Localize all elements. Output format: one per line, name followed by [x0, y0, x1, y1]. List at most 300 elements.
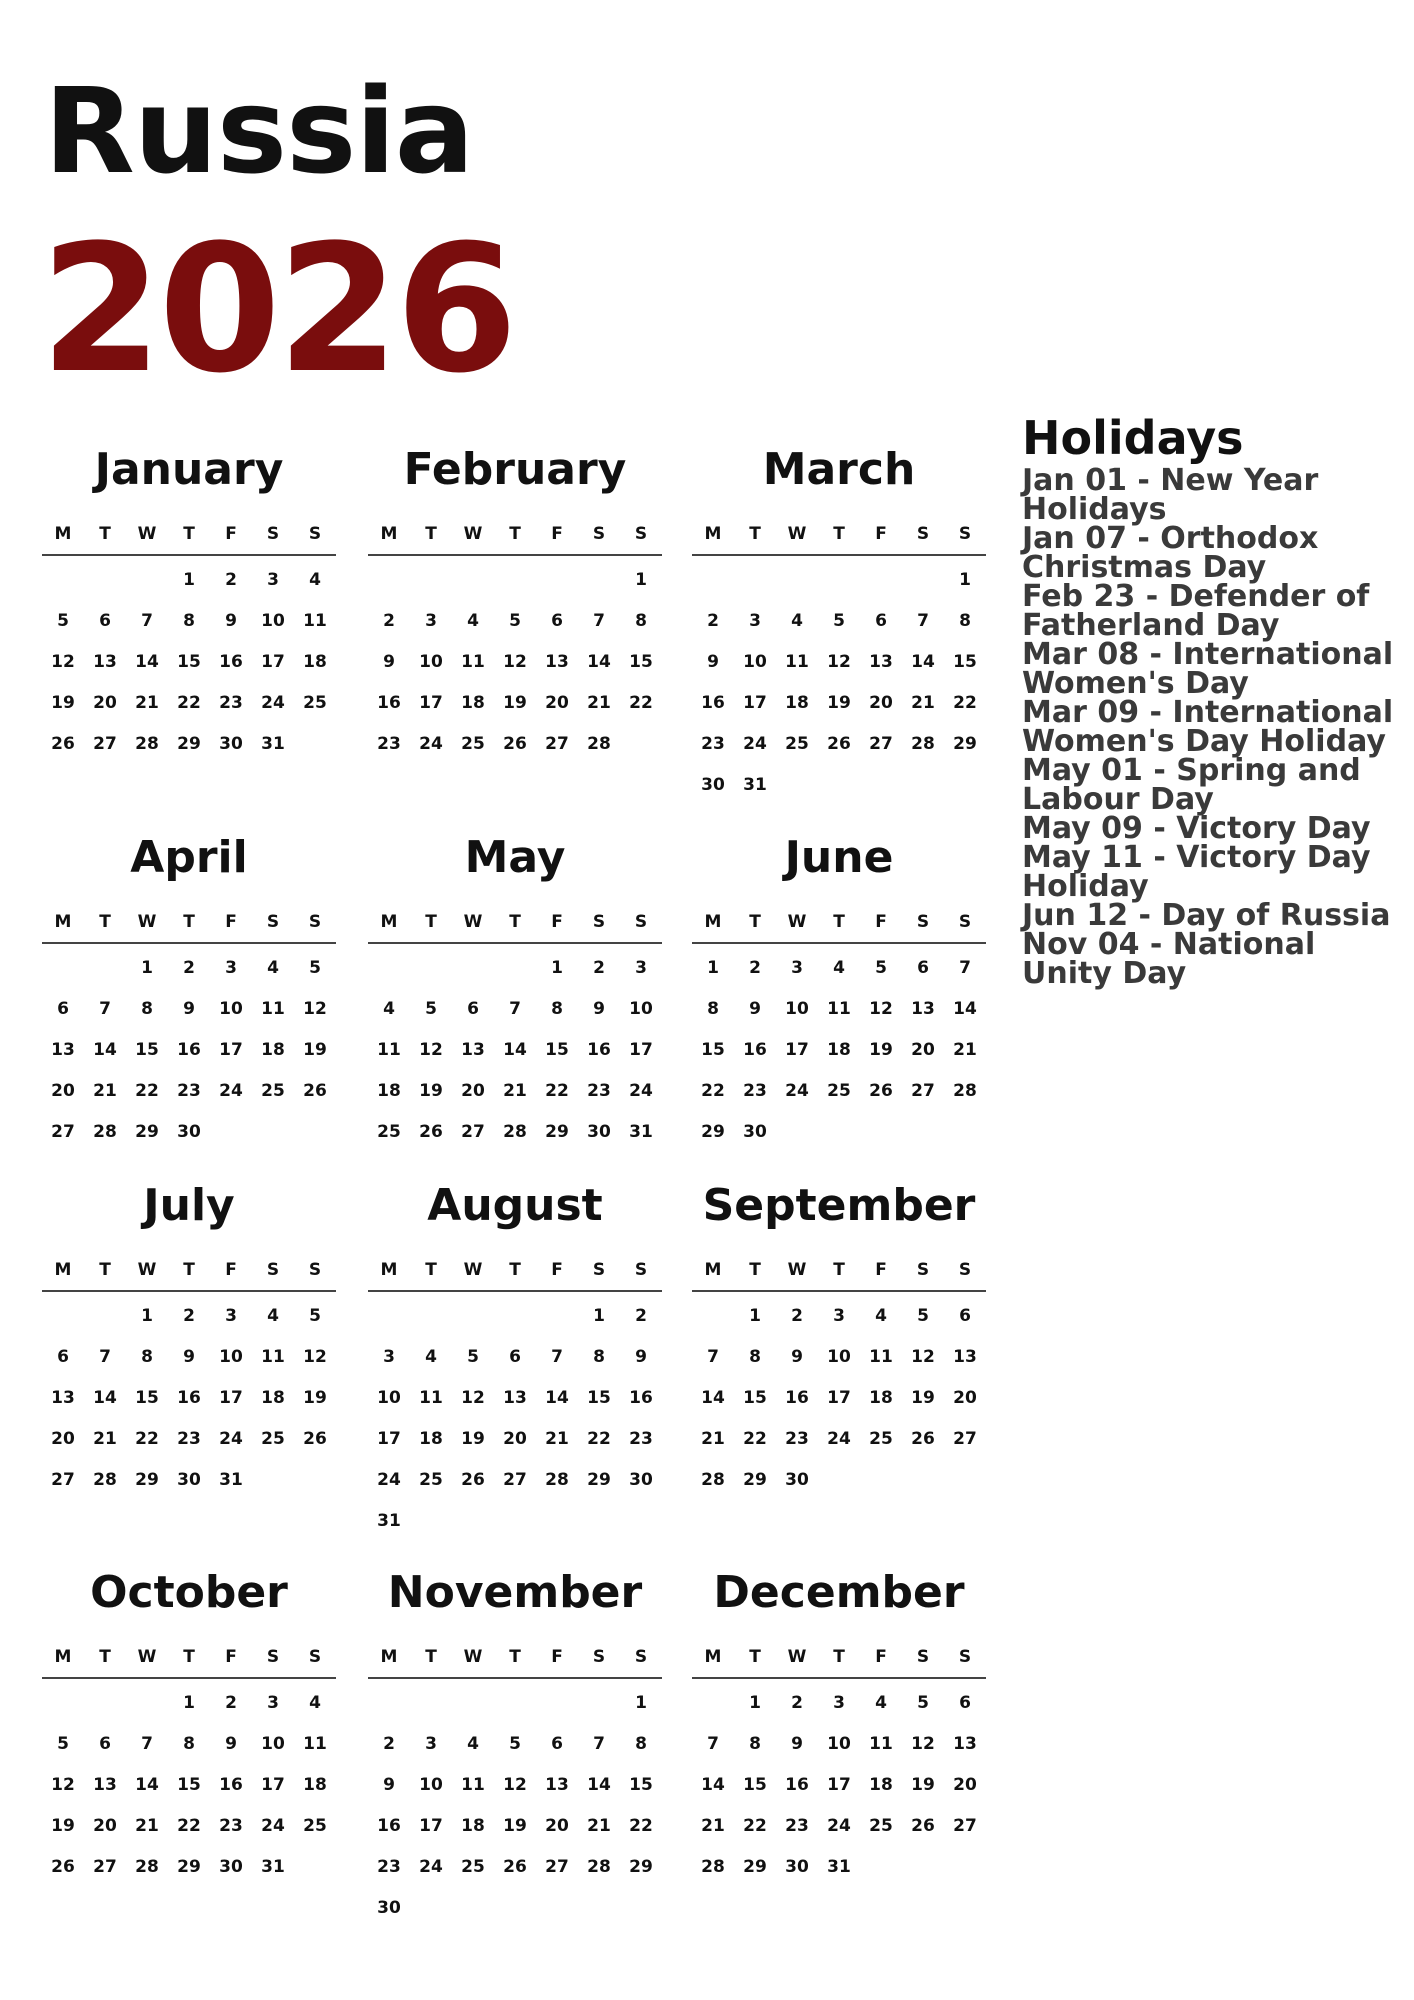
day-cell: 25 [261, 1429, 285, 1449]
empty-day-cell [818, 560, 860, 601]
day-cell: 30 [785, 1470, 809, 1490]
day-cell: 23 [785, 1429, 809, 1449]
weekday-label: T [509, 1260, 521, 1280]
day-cell: 29 [953, 734, 977, 754]
day-cell: 28 [587, 734, 611, 754]
weekday-label: W [787, 1647, 807, 1667]
day-cell: 28 [93, 1470, 117, 1490]
weekday-label: S [958, 1647, 972, 1667]
weekday-label: M [380, 524, 398, 544]
day-cell: 13 [503, 1388, 527, 1408]
day-cell: 1 [141, 958, 153, 978]
day-cell: 19 [303, 1388, 327, 1408]
day-cell: 20 [93, 1816, 117, 1836]
day-cell: 13 [51, 1040, 75, 1060]
day-cell: 15 [629, 652, 653, 672]
day-cell: 22 [629, 1816, 653, 1836]
empty-day-cell [536, 1683, 578, 1724]
day-cell: 10 [629, 999, 653, 1019]
empty-day-cell [126, 560, 168, 601]
day-cell: 5 [57, 1734, 69, 1754]
day-cell: 7 [141, 611, 153, 631]
day-cell: 16 [629, 1388, 653, 1408]
day-cell: 4 [309, 1693, 321, 1713]
weekday-label: S [634, 524, 648, 544]
month-august [368, 1176, 662, 1542]
day-cell: 9 [183, 1347, 195, 1367]
day-cell: 27 [953, 1816, 977, 1836]
day-cell: 1 [183, 1693, 195, 1713]
day-cell: 3 [425, 1734, 437, 1754]
weekday-label: W [463, 912, 483, 932]
weekday-label: T [183, 1647, 195, 1667]
days-grid [368, 1679, 662, 1929]
day-cell: 26 [419, 1122, 443, 1142]
empty-day-cell [536, 1296, 578, 1337]
weekday-label: W [787, 524, 807, 544]
day-cell: 17 [377, 1429, 401, 1449]
day-cell: 7 [593, 1734, 605, 1754]
day-cell: 20 [503, 1429, 527, 1449]
day-cell: 8 [635, 1734, 647, 1754]
day-cell: 26 [911, 1816, 935, 1836]
days-grid [692, 556, 986, 806]
day-cell: 16 [177, 1388, 201, 1408]
day-cell: 18 [827, 1040, 851, 1060]
day-cell: 18 [869, 1388, 893, 1408]
day-cell: 19 [503, 693, 527, 713]
weekday-label: S [308, 912, 322, 932]
day-cell: 10 [419, 652, 443, 672]
weekday-label: M [380, 912, 398, 932]
day-cell: 26 [911, 1429, 935, 1449]
day-cell: 12 [503, 652, 527, 672]
day-cell: 24 [827, 1429, 851, 1449]
weekday-label: T [833, 1647, 845, 1667]
day-cell: 8 [141, 999, 153, 1019]
weekday-label: F [225, 524, 237, 544]
weekday-label: T [833, 524, 845, 544]
day-cell: 7 [551, 1347, 563, 1367]
days-grid [692, 1679, 986, 1888]
day-cell: 18 [303, 1775, 327, 1795]
day-cell: 17 [827, 1775, 851, 1795]
day-cell: 5 [425, 999, 437, 1019]
day-cell: 15 [743, 1388, 767, 1408]
day-cell: 14 [701, 1775, 725, 1795]
day-cell: 7 [707, 1734, 719, 1754]
day-cell: 23 [785, 1816, 809, 1836]
day-cell: 11 [377, 1040, 401, 1060]
day-cell: 8 [635, 611, 647, 631]
day-cell: 15 [135, 1040, 159, 1060]
weekday-label: F [551, 912, 563, 932]
empty-day-cell [776, 560, 818, 601]
day-cell: 26 [303, 1429, 327, 1449]
day-cell: 22 [177, 1816, 201, 1836]
day-cell: 18 [461, 1816, 485, 1836]
weekday-header [42, 1250, 336, 1292]
day-cell: 17 [629, 1040, 653, 1060]
empty-day-cell [452, 1683, 494, 1724]
empty-day-cell [902, 560, 944, 601]
day-cell: 11 [461, 652, 485, 672]
day-cell: 5 [309, 958, 321, 978]
day-cell: 7 [593, 611, 605, 631]
month-name: March [762, 444, 916, 495]
day-cell: 28 [701, 1857, 725, 1877]
day-cell: 21 [953, 1040, 977, 1060]
day-cell: 9 [225, 1734, 237, 1754]
day-cell: 14 [93, 1040, 117, 1060]
day-cell: 20 [545, 693, 569, 713]
weekday-label: S [592, 912, 606, 932]
month-name: December [713, 1567, 965, 1618]
day-cell: 26 [51, 734, 75, 754]
day-cell: 25 [869, 1816, 893, 1836]
day-cell: 20 [51, 1081, 75, 1101]
day-cell: 24 [219, 1429, 243, 1449]
weekday-label: M [54, 1647, 72, 1667]
holiday-item: May 01 - Spring and Labour Day [1022, 753, 1361, 817]
day-cell: 5 [57, 611, 69, 631]
day-cell: 29 [135, 1122, 159, 1142]
day-cell: 13 [545, 652, 569, 672]
day-cell: 11 [303, 611, 327, 631]
day-cell: 8 [551, 999, 563, 1019]
day-cell: 9 [225, 611, 237, 631]
weekday-label: T [749, 1260, 761, 1280]
day-cell: 4 [875, 1693, 887, 1713]
day-cell: 16 [701, 693, 725, 713]
weekday-label: M [380, 1260, 398, 1280]
empty-day-cell [126, 1683, 168, 1724]
day-cell: 22 [629, 693, 653, 713]
weekday-label: T [509, 524, 521, 544]
day-cell: 27 [869, 734, 893, 754]
holiday-item: Mar 08 - International Women's Day [1022, 637, 1394, 701]
holiday-item: May 11 - Victory Day Holiday [1022, 840, 1371, 904]
day-cell: 5 [833, 611, 845, 631]
day-cell: 12 [419, 1040, 443, 1060]
empty-day-cell [84, 1296, 126, 1337]
day-cell: 31 [629, 1122, 653, 1142]
day-cell: 1 [141, 1306, 153, 1326]
day-cell: 29 [177, 734, 201, 754]
month-february [368, 440, 662, 765]
day-cell: 29 [135, 1470, 159, 1490]
weekday-label: F [875, 912, 887, 932]
day-cell: 12 [503, 1775, 527, 1795]
month-april [42, 828, 336, 1153]
weekday-header [368, 902, 662, 944]
holiday-item: Jan 07 - Orthodox Christmas Day [1022, 521, 1319, 585]
day-cell: 17 [743, 693, 767, 713]
day-cell: 25 [827, 1081, 851, 1101]
day-cell: 16 [785, 1388, 809, 1408]
day-cell: 19 [911, 1775, 935, 1795]
day-cell: 22 [177, 693, 201, 713]
weekday-label: T [749, 524, 761, 544]
day-cell: 30 [743, 1122, 767, 1142]
weekday-label: S [266, 912, 280, 932]
empty-day-cell [368, 1296, 410, 1337]
day-cell: 19 [51, 693, 75, 713]
day-cell: 17 [419, 1816, 443, 1836]
day-cell: 10 [261, 1734, 285, 1754]
day-cell: 20 [461, 1081, 485, 1101]
day-cell: 5 [917, 1693, 929, 1713]
day-cell: 30 [219, 734, 243, 754]
weekday-label: F [551, 524, 563, 544]
weekday-header [368, 1250, 662, 1292]
day-cell: 19 [51, 1816, 75, 1836]
day-cell: 27 [503, 1470, 527, 1490]
empty-day-cell [734, 560, 776, 601]
day-cell: 16 [219, 1775, 243, 1795]
day-cell: 24 [377, 1470, 401, 1490]
day-cell: 14 [953, 999, 977, 1019]
day-cell: 28 [135, 734, 159, 754]
day-cell: 26 [827, 734, 851, 754]
day-cell: 13 [93, 652, 117, 672]
day-cell: 5 [509, 1734, 521, 1754]
day-cell: 12 [461, 1388, 485, 1408]
weekday-label: T [833, 912, 845, 932]
day-cell: 28 [93, 1122, 117, 1142]
weekday-label: S [958, 524, 972, 544]
days-grid [368, 1292, 662, 1542]
day-cell: 31 [377, 1511, 401, 1531]
weekday-header [368, 514, 662, 556]
day-cell: 3 [267, 570, 279, 590]
month-name: June [784, 832, 894, 883]
weekday-label: M [380, 1647, 398, 1667]
day-cell: 18 [377, 1081, 401, 1101]
day-cell: 9 [183, 999, 195, 1019]
day-cell: 9 [635, 1347, 647, 1367]
day-cell: 12 [911, 1734, 935, 1754]
day-cell: 30 [377, 1898, 401, 1918]
day-cell: 8 [959, 611, 971, 631]
day-cell: 2 [707, 611, 719, 631]
day-cell: 28 [911, 734, 935, 754]
weekday-label: T [749, 1647, 761, 1667]
day-cell: 8 [749, 1347, 761, 1367]
empty-day-cell [368, 560, 410, 601]
day-cell: 9 [383, 1775, 395, 1795]
day-cell: 2 [383, 1734, 395, 1754]
day-cell: 29 [743, 1470, 767, 1490]
weekday-label: S [308, 1647, 322, 1667]
day-cell: 2 [183, 1306, 195, 1326]
day-cell: 24 [629, 1081, 653, 1101]
day-cell: 25 [261, 1081, 285, 1101]
day-cell: 11 [827, 999, 851, 1019]
day-cell: 2 [791, 1693, 803, 1713]
day-cell: 8 [141, 1347, 153, 1367]
day-cell: 20 [869, 693, 893, 713]
holiday-list [1022, 463, 1407, 991]
day-cell: 23 [743, 1081, 767, 1101]
day-cell: 1 [551, 958, 563, 978]
day-cell: 13 [953, 1734, 977, 1754]
day-cell: 15 [545, 1040, 569, 1060]
day-cell: 12 [51, 1775, 75, 1795]
day-cell: 19 [911, 1388, 935, 1408]
day-cell: 11 [785, 652, 809, 672]
day-cell: 16 [177, 1040, 201, 1060]
day-cell: 10 [219, 1347, 243, 1367]
weekday-label: M [704, 1647, 722, 1667]
holiday-item: May 09 - Victory Day [1022, 811, 1371, 846]
empty-day-cell [368, 1683, 410, 1724]
empty-day-cell [452, 1296, 494, 1337]
month-name: January [94, 444, 284, 495]
day-cell: 2 [749, 958, 761, 978]
day-cell: 4 [309, 570, 321, 590]
day-cell: 25 [303, 1816, 327, 1836]
day-cell: 23 [177, 1081, 201, 1101]
day-cell: 23 [377, 1857, 401, 1877]
holiday-item: Feb 23 - Defender of Fatherland Day [1022, 579, 1370, 643]
day-cell: 1 [635, 1693, 647, 1713]
year-title: 2026 [40, 207, 514, 412]
month-october [42, 1563, 336, 1888]
month-name: September [702, 1180, 976, 1231]
day-cell: 17 [261, 1775, 285, 1795]
month-may [368, 828, 662, 1153]
month-march [692, 440, 986, 806]
month-name: July [143, 1180, 235, 1231]
days-grid [42, 1292, 336, 1501]
day-cell: 13 [911, 999, 935, 1019]
day-cell: 11 [869, 1347, 893, 1367]
day-cell: 4 [467, 611, 479, 631]
day-cell: 11 [461, 1775, 485, 1795]
day-cell: 16 [785, 1775, 809, 1795]
weekday-label: F [225, 1260, 237, 1280]
day-cell: 3 [225, 1306, 237, 1326]
day-cell: 12 [869, 999, 893, 1019]
day-cell: 22 [743, 1429, 767, 1449]
day-cell: 24 [419, 1857, 443, 1877]
day-cell: 23 [177, 1429, 201, 1449]
day-cell: 12 [51, 652, 75, 672]
month-november [368, 1563, 662, 1929]
weekday-label: S [308, 1260, 322, 1280]
day-cell: 2 [593, 958, 605, 978]
weekday-label: S [634, 1647, 648, 1667]
month-september [692, 1176, 986, 1501]
day-cell: 14 [135, 652, 159, 672]
days-grid [42, 556, 336, 765]
day-cell: 29 [743, 1857, 767, 1877]
day-cell: 28 [135, 1857, 159, 1877]
day-cell: 28 [701, 1470, 725, 1490]
weekday-label: T [425, 524, 437, 544]
day-cell: 21 [545, 1429, 569, 1449]
weekday-label: T [425, 1647, 437, 1667]
days-grid [368, 944, 662, 1153]
holiday-item: Mar 09 - International Women's Day Holiday [1022, 695, 1394, 759]
day-cell: 4 [467, 1734, 479, 1754]
day-cell: 30 [629, 1470, 653, 1490]
holiday-item: Jun 12 - Day of Russia [1022, 898, 1391, 933]
day-cell: 6 [875, 611, 887, 631]
empty-day-cell [860, 560, 902, 601]
day-cell: 18 [303, 652, 327, 672]
day-cell: 22 [587, 1429, 611, 1449]
weekday-label: T [99, 1647, 111, 1667]
day-cell: 18 [785, 693, 809, 713]
day-cell: 25 [377, 1122, 401, 1142]
month-name: October [90, 1567, 288, 1618]
empty-day-cell [494, 1296, 536, 1337]
day-cell: 4 [791, 611, 803, 631]
weekday-header [42, 1637, 336, 1679]
day-cell: 5 [917, 1306, 929, 1326]
day-cell: 6 [99, 611, 111, 631]
holiday-item: Jan 01 - New Year Holidays [1022, 463, 1319, 527]
day-cell: 15 [177, 1775, 201, 1795]
empty-day-cell [42, 948, 84, 989]
month-june [692, 828, 986, 1153]
day-cell: 6 [917, 958, 929, 978]
day-cell: 8 [183, 611, 195, 631]
empty-day-cell [578, 1683, 620, 1724]
day-cell: 30 [177, 1122, 201, 1142]
day-cell: 28 [587, 1857, 611, 1877]
weekday-label: S [266, 1647, 280, 1667]
day-cell: 25 [785, 734, 809, 754]
weekday-label: S [958, 912, 972, 932]
weekday-label: W [137, 1647, 157, 1667]
day-cell: 2 [183, 958, 195, 978]
day-cell: 14 [911, 652, 935, 672]
weekday-label: S [916, 912, 930, 932]
day-cell: 17 [827, 1388, 851, 1408]
weekday-label: M [704, 1260, 722, 1280]
day-cell: 13 [953, 1347, 977, 1367]
day-cell: 10 [827, 1347, 851, 1367]
day-cell: 25 [869, 1429, 893, 1449]
day-cell: 15 [953, 652, 977, 672]
day-cell: 3 [833, 1693, 845, 1713]
day-cell: 15 [587, 1388, 611, 1408]
month-name: February [403, 444, 627, 495]
day-cell: 27 [545, 1857, 569, 1877]
day-cell: 3 [225, 958, 237, 978]
day-cell: 28 [545, 1470, 569, 1490]
day-cell: 6 [959, 1693, 971, 1713]
weekday-label: F [551, 1647, 563, 1667]
day-cell: 24 [261, 1816, 285, 1836]
day-cell: 20 [953, 1775, 977, 1795]
day-cell: 1 [749, 1306, 761, 1326]
country-title: Russia [44, 62, 474, 200]
day-cell: 15 [135, 1388, 159, 1408]
weekday-label: T [833, 1260, 845, 1280]
day-cell: 24 [219, 1081, 243, 1101]
holidays-title: Holidays [1022, 411, 1244, 465]
day-cell: 31 [261, 734, 285, 754]
day-cell: 25 [419, 1470, 443, 1490]
day-cell: 23 [219, 693, 243, 713]
day-cell: 8 [593, 1347, 605, 1367]
day-cell: 2 [225, 570, 237, 590]
day-cell: 21 [93, 1081, 117, 1101]
